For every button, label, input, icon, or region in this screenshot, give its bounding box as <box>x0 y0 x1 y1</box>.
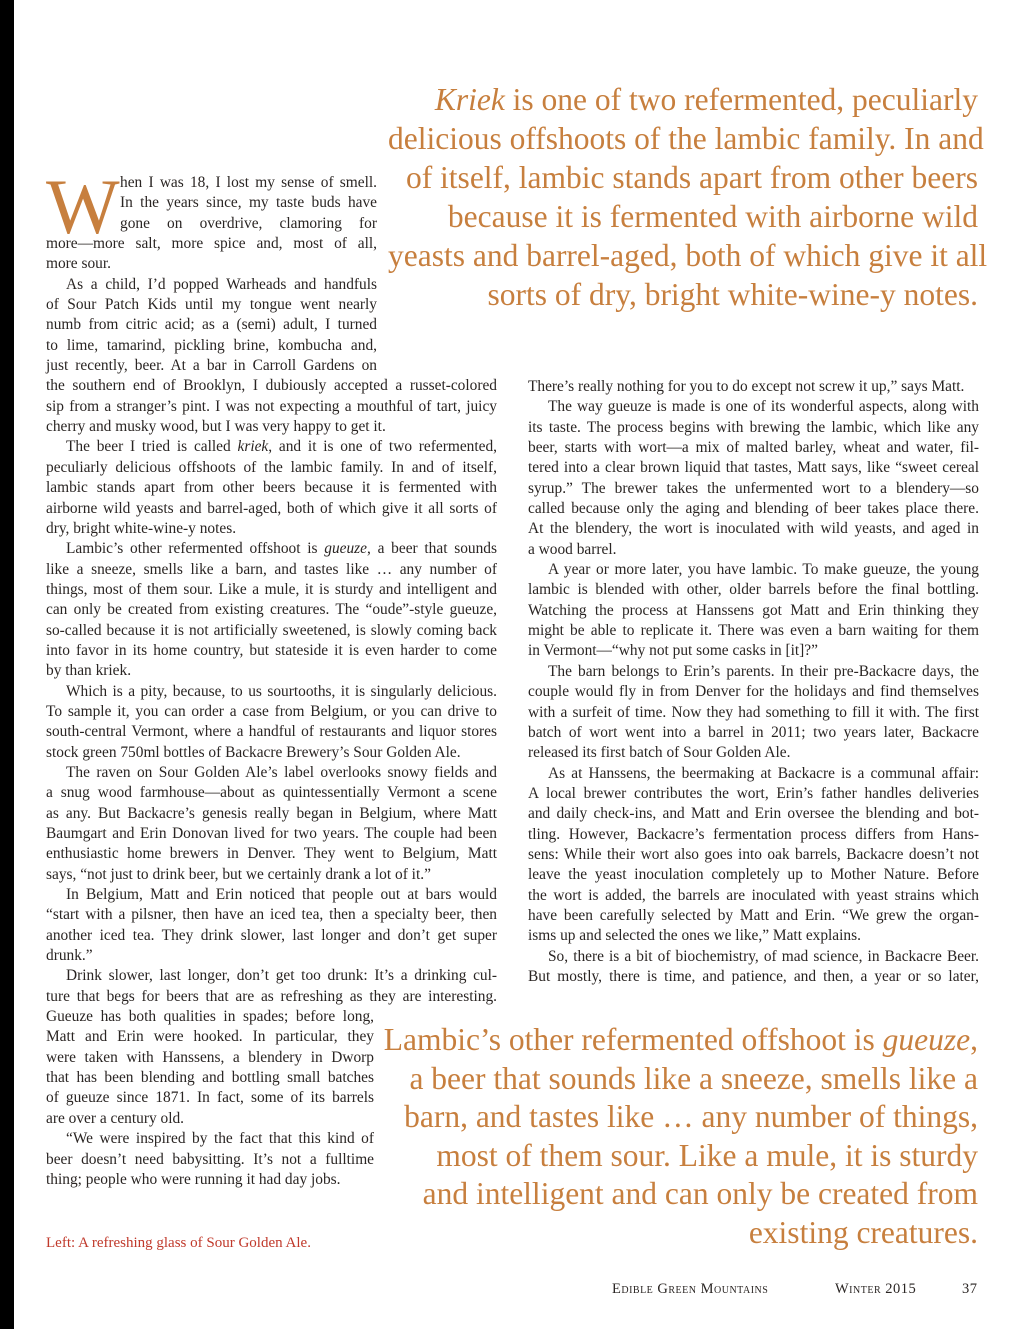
pull-quote-line: barn, and tastes like … any number of things, <box>404 1099 978 1135</box>
pull-quote-line: and intelligent and can only be created from <box>422 1176 978 1212</box>
body-text-line: a wood barrel. <box>528 540 617 558</box>
pull-quote-line: delicious offshoots of the lambic family. In and <box>388 121 984 156</box>
body-text-line: another iced tea. They drink slower, last longer and don’t get super <box>46 926 497 944</box>
body-text-line: The way gueuze is made is one of its wonderful aspects, along with <box>548 398 979 416</box>
pull-quote-line: sorts of dry, bright white-wine-y notes. <box>487 277 978 312</box>
body-text-line: peculiarly delicious offshoots of the lambic family. In and of itself, <box>46 458 497 476</box>
body-text-line: couple would fly in from Denver for the holidays and find themselves <box>528 683 979 701</box>
body-text-line: As at Hanssens, the beermaking at Backacre is a communal affair: <box>548 764 979 782</box>
body-text-line: Gueuze has both qualities in spades; before long, <box>46 1008 374 1026</box>
body-text-line: more sour. <box>46 255 111 273</box>
body-text-line: The raven on Sour Golden Ale’s label overlooks snowy fields and <box>66 763 497 781</box>
body-text-line: leave the yeast inoculation completely up to Mother Nature. Before <box>528 866 979 884</box>
body-text-line: Matt and Erin were hooked. In particular, they <box>46 1028 374 1046</box>
body-text-line: Which is a pity, because, to us sourtooths, it is singularly delicious. <box>66 682 497 700</box>
body-text-line: Watching the process at Hanssens got Matt and Erin thinking they <box>528 601 979 619</box>
body-text-line: are over a century old. <box>46 1109 185 1127</box>
body-text-line: In Belgium, Matt and Erin noticed that people out at bars would <box>66 886 497 904</box>
footer-issue: Winter 2015 <box>835 1281 917 1297</box>
body-text-line: Lambic’s other refermented offshoot is gueuze, a beer that sounds <box>66 540 497 558</box>
body-text-line: Drink slower, last longer, don’t get too drunk: It’s a drinking cul- <box>66 967 497 985</box>
body-text-line: The beer I tried is called kriek, and it is one of two refermented, <box>66 438 497 456</box>
body-text-line: airborne wild yeasts and barrel-aged, both of which give it all sorts of <box>46 499 497 517</box>
body-text-line: cherry and musky wood, but I was very happy to get it. <box>46 418 386 436</box>
body-text-line: lambic stands apart from other beers because it is fermented with <box>46 479 497 497</box>
body-text-line: to lime, tamarind, pickling brine, kombucha and, <box>46 336 377 354</box>
body-text-line: There’s really nothing for you to do except not screw it up,” says Matt. <box>528 378 965 395</box>
body-text-line: dry, bright white-wine-y notes. <box>46 519 237 537</box>
body-text-line: batch of wort went into a barrel in 2011; two years later, Backacre <box>528 723 979 741</box>
footer-magazine: Edible Green Mountains <box>612 1281 769 1297</box>
body-text-line: A local brewer contributes the wort, Erin’s father handles deliveries <box>528 784 979 802</box>
body-text-line: the southern end of Brooklyn, I dubiously accepted a russet-colored <box>46 377 497 395</box>
body-text-line: with a surfeit of time. Now they had something to fill it with. The first <box>528 703 979 721</box>
body-text-line: things, most of them sour. Like a mule, it is sturdy and intelligent and <box>46 580 497 598</box>
body-text-line: were taken with Hanssens, a blendery in Dworp <box>46 1048 374 1066</box>
body-text-line: a snug wood farmhouse—about as quintessentially Vermont a scene <box>46 784 497 802</box>
pull-quote-line: Lambic’s other refermented offshoot is gueuze, <box>383 1022 978 1057</box>
body-text-line: beer doesn’t need babysitting. It’s not a fulltime <box>46 1150 374 1168</box>
body-text-line: numb from citric acid; as a (semi) adult, I turned <box>46 316 377 334</box>
body-text-line: south-central Vermont, where a handful of restaurants and liquor stores <box>46 723 497 741</box>
pull-quote-bottom <box>380 1021 978 1253</box>
body-text-line: “We were inspired by the fact that this kind of <box>66 1130 374 1148</box>
body-text-line: so-called because it is not artificially sweetened, is slowly coming back <box>46 621 497 639</box>
body-text-line: like a sneeze, smells like a barn, and tastes like … any number of <box>46 560 497 578</box>
body-text-line: beer, starts with wort—a mix of malted barley, wheat and water, fil- <box>528 439 979 457</box>
body-text-line: gone on overdrive, clamoring for <box>120 214 377 232</box>
body-text-line: At the blendery, the wort is inoculated with wild yeasts, and aged in <box>528 520 979 538</box>
body-text-line: To sample it, you can order a case from Belgium, or you can drive to <box>46 702 497 720</box>
right-column <box>528 377 979 987</box>
body-text-line: released its first batch of Sour Golden Ale. <box>528 744 791 762</box>
pull-quote-line: Kriek is one of two refermented, peculiarly <box>434 82 978 117</box>
body-text-line: In the years since, my taste buds have <box>120 194 377 212</box>
body-text-line: syrup.” The brewer takes the unfermented wort to a blendery—so <box>528 479 979 497</box>
pull-quote-line: most of them sour. Like a mule, it is sturdy <box>436 1137 978 1173</box>
body-text-line: drunk.” <box>46 947 93 965</box>
body-text-line: says, “not just to drink beer, but we certainly drank a lot of it.” <box>46 865 431 883</box>
body-text-line: sens: While their wort also goes into oak barrels, Backacre doesn’t not <box>528 845 979 863</box>
body-text-line: tered into a clear brown liquid that tastes, Matt says, like “sweet cereal <box>528 459 979 477</box>
body-text-line: of gueuze since 1871. In fact, some of its barrels <box>46 1089 374 1107</box>
pull-quote-line: existing creatures. <box>748 1214 978 1250</box>
body-text-line: its taste. The process begins with brewing the lambic, which like any <box>528 418 979 436</box>
body-text-line: But mostly, there is time, and patience, and then, a year or so later, <box>528 967 979 985</box>
drop-cap: W <box>46 163 120 250</box>
body-text-line: might be able to replicate it. There was even a barn waiting for them <box>528 622 979 640</box>
body-text-line: Baumgart and Erin Donovan lived for two years. The couple had been <box>46 825 497 842</box>
body-text-line: can only be created from existing creatures. The “oude”-style gueuze, <box>46 601 497 619</box>
body-text-line: enthusiastic home brewers in Denver. They went to Belgium, Matt <box>46 845 497 863</box>
pull-quote-line: a beer that sounds like a sneeze, smells like a <box>409 1060 978 1096</box>
body-text-line: called because only the aging and blending of beer takes place there. <box>528 500 979 518</box>
body-text-line: ture that begs for beers that are as refreshing as they are interesting. <box>46 987 497 1005</box>
body-text-line: isms up and selected the ones we like,” Matt explains. <box>528 927 861 945</box>
body-text-line: into favor in its home country, but stateside it is even harder to come <box>46 641 497 659</box>
body-text-line: hen I was 18, I lost my sense of smell. <box>120 174 377 191</box>
body-text-line: The barn belongs to Erin’s parents. In their pre-Backacre days, the <box>548 662 979 680</box>
body-text-line: tling. However, Backacre’s fermentation process differs from Hans- <box>528 825 979 843</box>
pull-quote-line: yeasts and barrel-aged, both of which give it all <box>388 238 988 273</box>
body-text-line: that has been blending and bottling small batches <box>46 1069 374 1087</box>
pull-quote-line: of itself, lambic stands apart from other beers <box>405 160 978 195</box>
body-text-line: as any. But Backacre’s genesis really began in Belgium, where Matt <box>46 804 497 822</box>
body-text-line: A year or more later, you have lambic. To make gueuze, the young <box>548 561 979 579</box>
body-text-line: in Vermont—“why not put some casks in [it]?” <box>528 642 818 660</box>
body-text-line: lambic is blended with other, older barrels before the final bottling. <box>528 581 979 599</box>
body-text-line: So, there is a bit of biochemistry, of mad science, in Backacre Beer. <box>548 947 979 965</box>
photo-caption: Left: A refreshing glass of Sour Golden Ale. <box>46 1235 311 1251</box>
body-text-line: sip from a stranger’s pint. I was not expecting a mouthful of tart, juicy <box>46 397 497 415</box>
body-text-line: As a child, I’d popped Warheads and handfuls <box>66 275 377 293</box>
body-text-line: more—more salt, more spice and, most of all, <box>46 235 377 253</box>
body-text-line: of Sour Patch Kids until my tongue went nearly <box>46 296 377 314</box>
body-text-line: just recently, beer. At a bar in Carroll Gardens on <box>46 357 377 375</box>
body-text-line: have been carefully selected by Matt and Erin. “We grew the organ- <box>528 906 979 924</box>
body-text-line: stock green 750ml bottles of Backacre Brewery’s Sour Golden Ale. <box>46 743 461 761</box>
pull-quote-line: because it is fermented with airborne wild <box>447 199 978 234</box>
body-text-line: thing; people who were running it had day jobs. <box>46 1170 341 1188</box>
body-text-line: by than kriek. <box>46 662 132 680</box>
body-text-line: “start with a pilsner, then have an iced tea, then a specialty beer, then <box>46 906 497 924</box>
body-text-line: and daily check-ins, and Matt and Erin oversee the blending and bot- <box>528 805 979 823</box>
body-text-line: the wort is added, the barrels are inoculated with yeast strains which <box>528 886 979 904</box>
page-number: 37 <box>962 1281 978 1297</box>
